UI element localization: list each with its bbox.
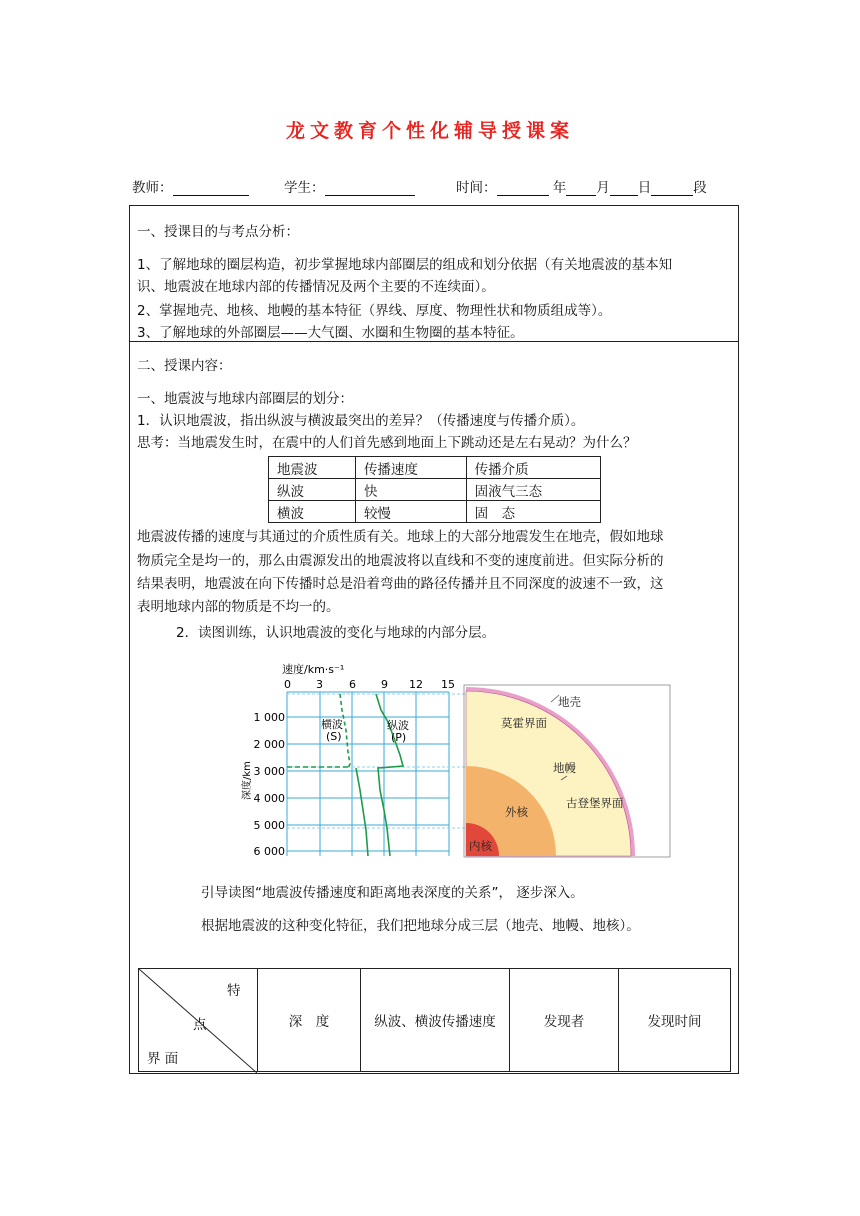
earth-cross-section — [463, 684, 673, 859]
gutenberg-label: 古登堡界面 — [566, 796, 624, 810]
paragraph-line: 地震波传播的速度与其通过的介质性质有关。地球上的大部分地震发生在地壳，假如地球 — [137, 529, 664, 545]
teacher-blank[interactable] — [173, 182, 249, 196]
speed-tick: 15 — [441, 678, 455, 691]
wave-velocity-graph — [236, 660, 466, 860]
mantle-label: 地幔 — [553, 761, 576, 775]
depth-axis-label: 深度/km — [242, 761, 253, 800]
table-header-cell: 发现时间 — [619, 969, 731, 1072]
diag-bottom-label: 界 面 — [147, 1051, 179, 1067]
subsection-heading: 一、地震波与地球内部圈层的划分： — [137, 391, 353, 407]
table-header-cell: 深 度 — [258, 969, 361, 1072]
guide-text: 引导读图“地震波传播速度和距离地表深度的关系”， 逐步深入。 — [201, 885, 584, 901]
depth-tick: 6 000 — [253, 845, 285, 858]
diagonal-header-cell — [139, 969, 258, 1072]
moho-label: 莫霍界面 — [501, 716, 547, 730]
student-label: 学生： — [284, 180, 325, 196]
speed-tick: 12 — [409, 678, 423, 691]
month-label: 月 — [596, 180, 610, 196]
time-label: 时间： — [456, 180, 497, 196]
table-header-cell: 纵波、横波传播速度 — [361, 969, 510, 1072]
table-header-cell: 传播介质 — [466, 457, 600, 479]
depth-tick: 3 000 — [253, 765, 285, 778]
inner-core-label: 内核 — [469, 839, 492, 853]
student-blank[interactable] — [325, 182, 415, 196]
page-title: 龙文教育个性化辅导授课案 — [285, 120, 574, 142]
paragraph-line: 物质完全是均一的，那么由震源发出的地震波将以直线和不变的速度前进。但实际分析的 — [137, 553, 664, 569]
diag-mid-label: 点 — [193, 1017, 207, 1033]
objective-line: 1、了解地球的圈层构造，初步掌握地球内部圈层的组成和划分依据（有关地震波的基本知 — [137, 257, 673, 273]
s-wave-label: 横波 — [321, 718, 343, 731]
paragraph-line: 结果表明，地震波在向下传播时总是沿着弯曲的路径传播并且不同深度的波速不一致，这 — [137, 576, 664, 592]
objective-line: 2、掌握地壳、地核、地幔的基本特征（界线、厚度、物理性状和物质组成等）。 — [137, 303, 612, 319]
crust-label: 地壳 — [558, 695, 581, 709]
table-cell: 固液气三态 — [466, 479, 600, 501]
table-cell: 纵波 — [269, 479, 356, 501]
student-field — [284, 176, 415, 196]
depth-tick: 2 000 — [253, 738, 285, 751]
objective-line: 识、地震波在地球内部的传播情况及两个主要的不连续面）。 — [137, 279, 495, 295]
table-cell: 快 — [355, 479, 466, 501]
table-cell: 固 态 — [466, 501, 600, 523]
objective-line: 3、了解地球的外部圈层——大气圈、水圈和生物圈的基本特征。 — [137, 325, 524, 341]
time-blank[interactable] — [497, 182, 549, 196]
section2-heading: 二、授课内容： — [137, 358, 232, 374]
diag-top-label: 特 — [227, 983, 241, 999]
p-wave-tag: (P) — [391, 731, 407, 744]
table-header-row — [269, 457, 601, 479]
day-blank[interactable] — [610, 182, 638, 196]
depth-tick: 1 000 — [253, 711, 285, 724]
speed-axis-label: 速度/km·s⁻¹ — [282, 663, 345, 676]
table-row — [269, 479, 601, 501]
point-2: 2．读图训练，认识地震波的变化与地球的内部分层。 — [176, 625, 496, 641]
p-wave-label: 纵波 — [387, 719, 409, 732]
depth-tick: 5 000 — [253, 819, 285, 832]
thinking-question: 思考：当地震发生时，在震中的人们首先感到地面上下跳动还是左右晃动？为什么？ — [137, 435, 637, 451]
conclusion-text: 根据地震波的这种变化特征，我们把地球分成三层（地壳、地幔、地核）。 — [201, 918, 640, 934]
year-label: 年 — [552, 180, 567, 196]
speed-tick: 3 — [316, 678, 323, 691]
teacher-label: 教师： — [132, 180, 173, 196]
s-wave-tag: (S) — [326, 730, 342, 743]
period-blank[interactable] — [651, 182, 693, 196]
paragraph-line: 表明地球内部的物质是不均一的。 — [137, 599, 340, 615]
speed-tick: 6 — [349, 678, 356, 691]
graph-grid — [287, 692, 449, 856]
table-cell: 较慢 — [355, 501, 466, 523]
point-1: 1．认识地震波，指出纵波与横波最突出的差异？（传播速度与传播介质）。 — [137, 413, 585, 429]
day-label: 日 — [637, 180, 652, 196]
outer-core-label: 外核 — [505, 805, 528, 819]
period-label: 段 — [693, 180, 707, 196]
speed-tick: 0 — [284, 678, 291, 691]
teacher-field — [132, 176, 249, 196]
wave-table — [268, 456, 601, 523]
time-field — [456, 176, 707, 196]
feature-table — [138, 968, 731, 1072]
table-row — [269, 501, 601, 523]
table-header-cell: 发现者 — [510, 969, 619, 1072]
month-blank[interactable] — [566, 182, 596, 196]
table-cell: 横波 — [269, 501, 356, 523]
speed-tick: 9 — [381, 678, 388, 691]
table-header-row — [139, 969, 731, 1072]
section1-heading: 一、授课目的与考点分析： — [137, 224, 299, 240]
table-header-cell: 传播速度 — [355, 457, 466, 479]
depth-tick: 4 000 — [253, 792, 285, 805]
table-header-cell: 地震波 — [269, 457, 356, 479]
